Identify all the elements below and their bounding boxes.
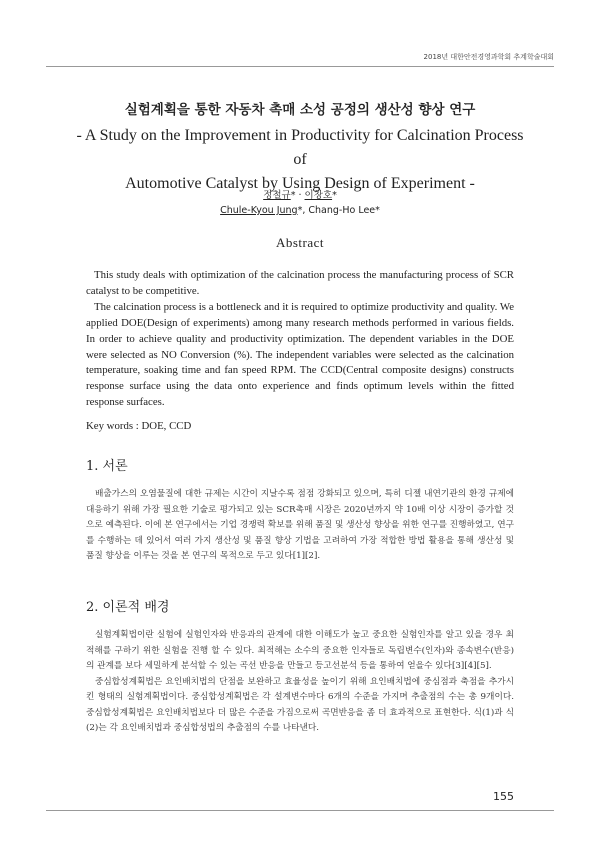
title-english-line1: - A Study on the Improvement in Productivity for Calcination Process of bbox=[76, 127, 524, 168]
author-korean-2: 이창호 bbox=[304, 190, 333, 201]
title-english bbox=[70, 124, 530, 196]
section-2-heading: 2. 이론적 배경 bbox=[86, 600, 170, 615]
author-english-2: Chang-Ho Lee bbox=[308, 205, 376, 216]
author-korean-separator: * · bbox=[290, 190, 305, 201]
author-korean-mark: * bbox=[332, 190, 337, 201]
author-english-mark: * bbox=[375, 205, 380, 216]
title-korean: 실험계획을 통한 자동차 촉매 소성 공정의 생산성 향상 연구 bbox=[124, 102, 476, 118]
authors-korean bbox=[0, 187, 600, 201]
authors-english bbox=[0, 205, 600, 216]
author-korean-1: 정철규 bbox=[263, 190, 291, 201]
page-number: 155 bbox=[493, 790, 514, 803]
section-2-paragraph-2: 중심합성계획법은 요인배치법의 단점을 보완하고 효율성을 높이기 위해 요인배치법에 중심점과 축점을 추가시킨 형태의 실험계획법이다. 중심합성계획법은 각 설계변수마다 6개의 수준을 가지며 추출점의 수는 총 9개이다. 중심합성계획법은 요인배치법보다 더 많은 수준을 가짐으로써 곡면반응을 좀 더 효과적으로 표현한다. 식(1)과 식(2)는 각 요인배치법과 중심합성법의 추출점의 수를 나타낸다. bbox=[86, 676, 514, 733]
keywords: Key words : DOE, CCD bbox=[86, 420, 192, 432]
section-2-paragraph-1: 실험계획법이란 실험에 실험인자와 반응과의 관계에 대한 이해도가 높고 중요한 실험인자를 알고 있을 경우 최적해를 구하기 위한 실험을 진행 할 수 있다. 최적해는 소수의 중요한 인자들로 독립변수(인자)와 종속변수(반응)의 관계를 보다 세밀하게 분석할 수 있는 곡선 반응을 만들고 등고선분석 등을 통하여 얻을수 있다[3][4][5]. bbox=[86, 630, 514, 671]
conference-header: 2018년 대한안전경영과학회 추계학술대회 bbox=[423, 53, 554, 61]
title-english-line2: Automotive Catalyst by Using Design of Experiment - bbox=[125, 175, 475, 192]
header-divider bbox=[46, 66, 554, 67]
section-2-body bbox=[86, 628, 514, 737]
abstract-body bbox=[86, 268, 514, 411]
author-english-1: Chule-Kyou Jung bbox=[220, 205, 298, 216]
author-english-separator: *, bbox=[297, 205, 309, 216]
section-1-paragraph-1: 배출가스의 오염물질에 대한 규제는 시간이 지날수록 점점 강화되고 있으며, 특히 디젤 내연기관의 환경 규제에 대응하기 위해 가장 필요한 기술로 평가되고 있는 SCR촉매 시장은 2020년까지 약 10배 이상 시장이 증가할 것으로 예측된다. 이에 본 연구에서는 기업 경쟁력 확보를 위해 품질 및 생산성 향상을 위한 연구를 진행하였고, 연구를 수행하는 데 있어서 여러 가지 생산성 및 품질 향상 기법을 고려하여 가장 적합한 방법 활용을 통해 생산성 및 품질 향상을 이루는 것을 본 연구의 목적으로 두고 있다[1][2]. bbox=[86, 489, 514, 561]
section-1-body bbox=[86, 487, 514, 565]
section-1-heading: 1. 서론 bbox=[86, 459, 128, 474]
abstract-heading: Abstract bbox=[275, 235, 325, 250]
footer-divider bbox=[46, 810, 554, 811]
abstract-paragraph-1: This study deals with optimization of the calcination process the manufacturing process of SCR catalyst to be competitive. bbox=[86, 269, 514, 297]
abstract-paragraph-2: The calcination process is a bottleneck and it is required to optimize productivity and quality. We applied DOE(Design of experiments) among many research methods performed in various fields. In order to achieve quality and productivity optimization. The dependent variables in the DOE were selected as NO Conversion (%). The independent variables were selected as the calcination temperature, soaking time and fan speed RPM. The CCD(Central composite designs) constructs response surface using the data onto experience and finds optimum levels within the fitted response surfaces. bbox=[86, 300, 514, 409]
